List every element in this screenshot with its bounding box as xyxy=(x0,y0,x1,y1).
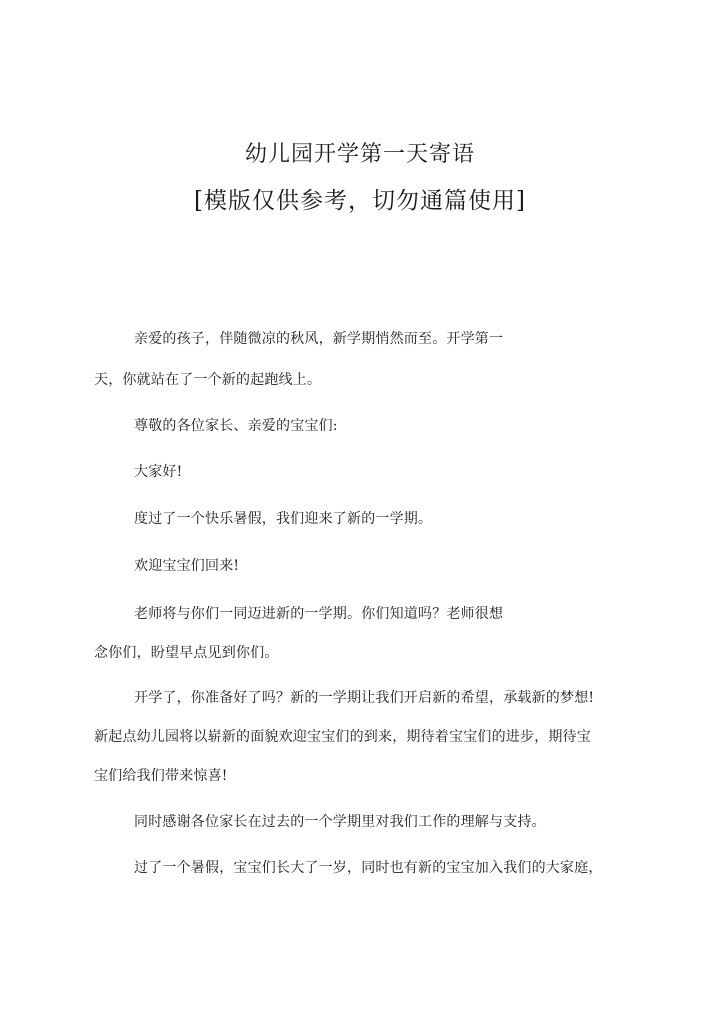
paragraph-line: 亲爱的孩子，伴随微凉的秋风，新学期悄然而至。开学第一 xyxy=(134,331,504,347)
document-subtitle: [模版仅供参考，切勿通篇使用] xyxy=(194,188,526,214)
paragraph-line: 欢迎宝宝们回来! xyxy=(134,558,240,574)
paragraph-line: 新起点幼儿园将以崭新的面貌欢迎宝宝们的到来，期待着宝宝们的进步，期待宝 xyxy=(94,729,591,745)
paragraph-line: 大家好! xyxy=(134,464,183,480)
paragraph-line: 过了一个暑假，宝宝们长大了一岁，同时也有新的宝宝加入我们的大家庭， xyxy=(134,860,603,876)
paragraph-line: 老师将与你们一同迈进新的一学期。你们知道吗？老师很想 xyxy=(134,606,504,622)
paragraph-line: 天，你就站在了一个新的起跑线上。 xyxy=(94,372,322,388)
paragraph-line: 宝们给我们带来惊喜! xyxy=(94,768,228,784)
paragraph-line: 同时感谢各位家长在过去的一个学期里对我们工作的理解与支持。 xyxy=(134,814,546,830)
paragraph-line: 开学了，你准备好了吗？新的一学期让我们开启新的希望，承载新的梦想! xyxy=(134,690,595,706)
document-title: 幼儿园开学第一天寄语 xyxy=(244,142,475,167)
paragraph-line: 度过了一个快乐暑假，我们迎来了新的一学期。 xyxy=(134,511,433,527)
paragraph-line: 念你们，盼望早点见到你们。 xyxy=(94,645,279,661)
paragraph-line: 尊敬的各位家长、亲爱的宝宝们: xyxy=(134,418,338,434)
